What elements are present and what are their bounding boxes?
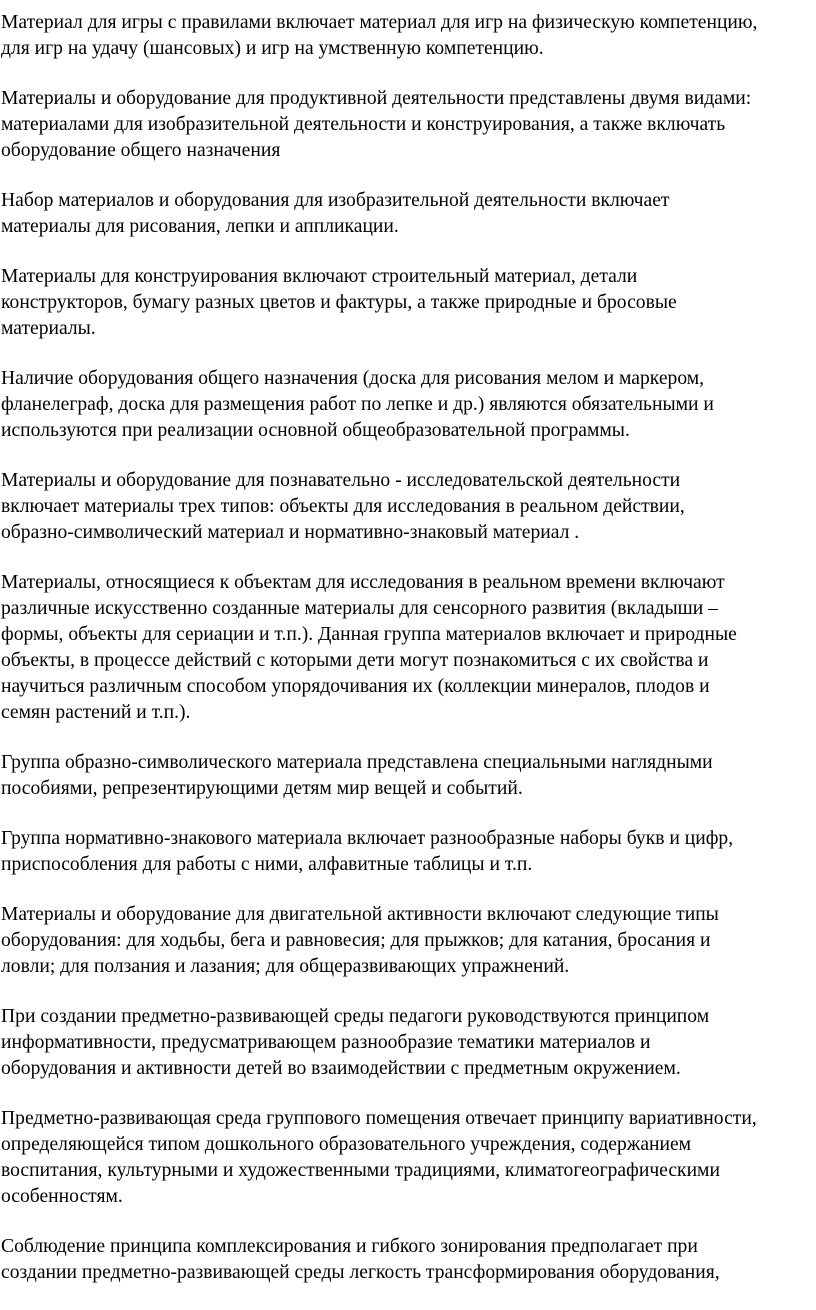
text-line: ловли; для ползания и лазания; для общеразвивающих упражнений. — [1, 956, 570, 977]
text-line: для игр на удачу (шансовых) и игр на умственную компетенцию. — [1, 38, 544, 59]
text-line: Материалы и оборудование для познавательно - исследовательской деятельности — [1, 470, 681, 491]
text-line: Материалы для конструирования включают строительный материал, детали — [1, 266, 638, 287]
text-line: Группа образно-символического материала представлена специальными наглядными — [1, 752, 713, 773]
text-line: Материал для игры с правилами включает материал для игр на физическую компетенцию, — [1, 12, 758, 33]
text-line: Предметно-развивающая среда группового помещения отвечает принципу вариативности, — [1, 1108, 757, 1129]
text-line: оборудования: для ходьбы, бега и равновесия; для прыжков; для катания, бросания и — [1, 930, 711, 951]
text-line: При создании предметно-развивающей среды педагоги руководствуются принципом — [1, 1006, 710, 1027]
text-line: фланелеграф, доска для размещения работ по лепке и др.) являются обязательными и — [1, 394, 714, 415]
text-line: информативности, предусматривающем разнообразие тематики материалов и — [1, 1032, 651, 1053]
text-line: Материалы, относящиеся к объектам для исследования в реальном времени включают — [1, 572, 725, 593]
text-line: Наличие оборудования общего назначения (доска для рисования мелом и маркером, — [1, 368, 705, 389]
text-line: объекты, в процессе действий с которыми дети могут познакомиться с их свойства и — [1, 650, 709, 671]
text-line: воспитания, культурными и художественными традициями, климатогеографическими — [1, 1160, 720, 1181]
text-line: приспособления для работы с ними, алфавитные таблицы и т.п. — [1, 854, 533, 875]
text-line: семян растений и т.п.). — [1, 702, 191, 723]
text-line: Группа нормативно-знакового материала включает разнообразные наборы букв и цифр, — [1, 828, 734, 849]
text-line: Соблюдение принципа комплексирования и гибкого зонирования предполагает при — [1, 1236, 698, 1257]
text-line: создании предметно-развивающей среды легкость трансформирования оборудования, — [1, 1262, 720, 1283]
paragraph-general-equipment — [0, 366, 816, 444]
text-line: материалы для рисования, лепки и аппликации. — [1, 216, 399, 237]
text-line: оборудование общего назначения — [1, 140, 281, 161]
text-line: материалы. — [1, 318, 96, 339]
document-page — [0, 10, 816, 1310]
text-line: Набор материалов и оборудования для изобразительной деятельности включает — [1, 190, 670, 211]
text-line: материалами для изобразительной деятельности и конструирования, а также включать — [1, 114, 726, 135]
text-line: включает материалы трех типов: объекты для исследования в реальном действии, — [1, 496, 685, 517]
paragraph-motor-activity — [0, 902, 816, 980]
paragraph-visual-activity — [0, 188, 816, 240]
paragraph-complexing-principle — [0, 1234, 816, 1286]
paragraph-construction-materials — [0, 264, 816, 342]
paragraph-symbolic-material — [0, 750, 816, 802]
paragraph-game-materials — [0, 10, 816, 62]
paragraph-research-activity — [0, 468, 816, 546]
paragraph-variability-principle — [0, 1106, 816, 1210]
text-line: конструкторов, бумагу разных цветов и фактуры, а также природные и бросовые — [1, 292, 677, 313]
paragraph-informativeness-principle — [0, 1004, 816, 1082]
text-line: пособиями, репрезентирующими детям мир вещей и событий. — [1, 778, 523, 799]
text-line: различные искусственно созданные материалы для сенсорного развития (вкладыши – — [1, 598, 718, 619]
text-line: Материалы и оборудование для двигательной активности включают следующие типы — [1, 904, 719, 925]
text-line: Материалы и оборудование для продуктивной деятельности представлены двумя видами: — [1, 88, 752, 109]
paragraph-normative-material — [0, 826, 816, 878]
text-line: используются при реализации основной общеобразовательной программы. — [1, 420, 630, 441]
text-line: оборудования и активности детей во взаимодействии с предметным окружением. — [1, 1058, 681, 1079]
text-line: особенностям. — [1, 1186, 123, 1207]
text-line: образно-символический материал и нормативно-знаковый материал . — [1, 522, 580, 543]
paragraph-research-objects — [0, 570, 816, 726]
text-line: формы, объекты для сериации и т.п.). Данная группа материалов включает и природные — [1, 624, 737, 645]
text-line: определяющейся типом дошкольного образовательного учреждения, содержанием — [1, 1134, 692, 1155]
paragraph-productive-activity — [0, 86, 816, 164]
text-line: научиться различным способом упорядочивания их (коллекции минералов, плодов и — [1, 676, 710, 697]
